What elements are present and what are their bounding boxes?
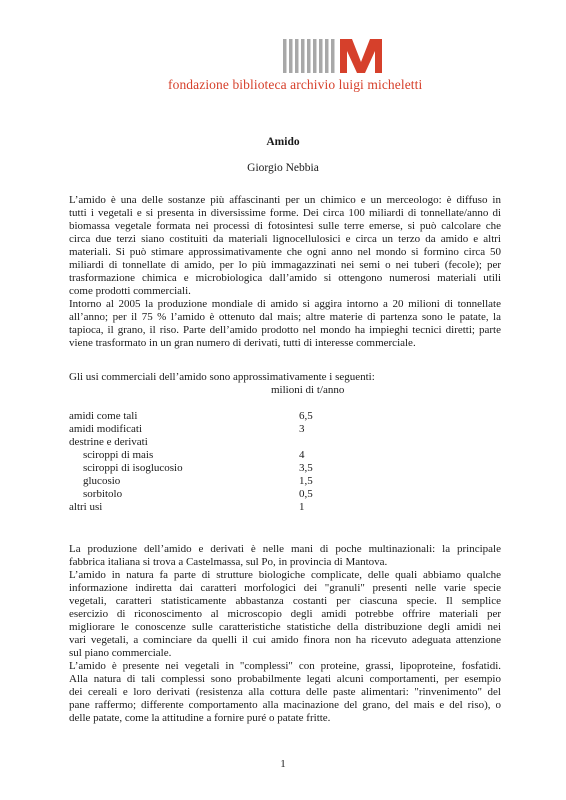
paragraph-line: come prodotti commerciali. [69, 285, 191, 297]
paragraph-line: miliardi di tonnellate di amido, per lo più immagazzinati nei semi o nei tuberi (fecole); per [69, 259, 501, 271]
paragraph-line: viene trasformato in un gran numero di derivati, tutti di interesse commerciale. [69, 337, 416, 349]
paragraph-line: La produzione dell’amido e derivati è nelle mani di poche multinazionali: la principale [69, 543, 501, 555]
paragraph-line: dei cereali e loro derivati (resistenza alla cottura delle paste alimentari: "rinvenimento" del [69, 686, 501, 698]
paragraph-line: biomassa vegetale formata nei processi di fotosintesi sulle terre emerse, si può calcolare che [69, 220, 501, 232]
uses-row-label: glucosio [83, 475, 121, 487]
uses-row-label: sciroppi di isoglucosio [83, 462, 183, 474]
uses-row-value: 0,5 [299, 488, 313, 500]
paragraph-line: informazione indiretta dai caratteri morfologici dei "granuli" presenti nelle varie specie [69, 582, 501, 594]
document-title: Amido [266, 136, 300, 148]
paragraph-line: delle patate, come la attitudine a fornire puré o patate fritte. [69, 712, 331, 724]
uses-intro: Gli usi commerciali dell’amido sono approssimativamente i seguenti: [69, 371, 375, 383]
uses-row-value: 4 [299, 449, 305, 461]
paragraph-line: vegetali, caratteri statisticamente abbastanza costanti per ciascuna specie. Il semplice [69, 595, 501, 607]
uses-unit-header: milioni di t/anno [271, 384, 345, 396]
paragraph-line: trasformazione chimica e microbiologica dall’amido si ottengono numerosi materiali utili [69, 272, 501, 284]
uses-row-label: amidi come tali [69, 410, 138, 422]
uses-row-value: 3 [299, 423, 305, 435]
uses-row-value: 1,5 [299, 475, 313, 487]
paragraph-line: esercizio di riconoscimento al microscopio degli amidi potrebbe offrire materiali per [69, 608, 501, 620]
paragraph-line: Alla natura di tali complessi sono probabilmente legati alcuni comportamenti, per esempio [69, 673, 501, 685]
org-name: fondazione biblioteca archivio luigi micheletti [168, 77, 423, 92]
paragraph-line: circa due terzi siano costituiti da materiali lignocellulosici e circa un terzo da amido e altri [69, 233, 501, 245]
paragraph-line: fabbrica italiana si trova a Castelmassa, sul Po, in provincia di Mantova. [69, 556, 388, 568]
paragraph-line: vari vegetali, a cominciare da quelli il cui amido finora non ha ricevuto adeguata attenzione [69, 634, 501, 646]
uses-row-value: 6,5 [299, 410, 313, 422]
paragraph-line: L’amido in natura fa parte di strutture biologiche complicate, delle quali abbiamo qualche [69, 569, 501, 581]
paragraph-line: Intorno al 2005 la produzione mondiale di amido si aggira intorno a 20 milioni di tonnellate [69, 298, 501, 310]
uses-row-label: sciroppi di mais [83, 449, 154, 461]
paragraph-line: L’amido è una delle sostanze più affascinanti per un chimico e un merceologo: è diffuso in [69, 194, 501, 206]
paragraph-line: all’anno; per il 75 % l’amido è ottenuto dal mais; altre materie di partenza sono le patate, la [69, 311, 501, 323]
uses-row-value: 1 [299, 501, 305, 513]
micheletti-logo-icon [283, 36, 403, 76]
uses-row-value: 3,5 [299, 462, 313, 474]
paragraph-line: L’amido è presente nei vegetali in "complessi" con proteine, grassi, lipoproteine, fosfatidi. [69, 660, 501, 672]
paragraph-line: tutti i vegetali e si presenta in diversissime forme. Dei circa 100 miliardi di tonnellate/anno di [69, 207, 501, 219]
paragraph-line: materiali. Si può stimare approssimativamente che ogni anno nel mondo si formino circa 50 [69, 246, 501, 258]
paragraph-line: tapioca, il grano, il riso. Parte dell’amido prodotto nel mondo ha impieghi tecnici diretti; parte [69, 324, 501, 336]
uses-row-label: sorbitolo [83, 488, 123, 500]
page-number: 1 [280, 758, 286, 770]
paragraph-line: sul piano commerciale. [69, 647, 172, 659]
paragraph-line: migliorare le conoscenze sulle caratteristiche statistiche della distribuzione degli amidi nei [69, 621, 501, 633]
uses-row-label: altri usi [69, 501, 103, 513]
header-logo [168, 36, 423, 96]
uses-row-label: amidi modificati [69, 423, 143, 435]
paragraph-line: pane raffermo; differente comportamento alla macinazione del grano, del mais e del riso), o [69, 699, 501, 711]
uses-row-label: destrine e derivati [69, 436, 148, 448]
document-author: Giorgio Nebbia [247, 162, 319, 174]
